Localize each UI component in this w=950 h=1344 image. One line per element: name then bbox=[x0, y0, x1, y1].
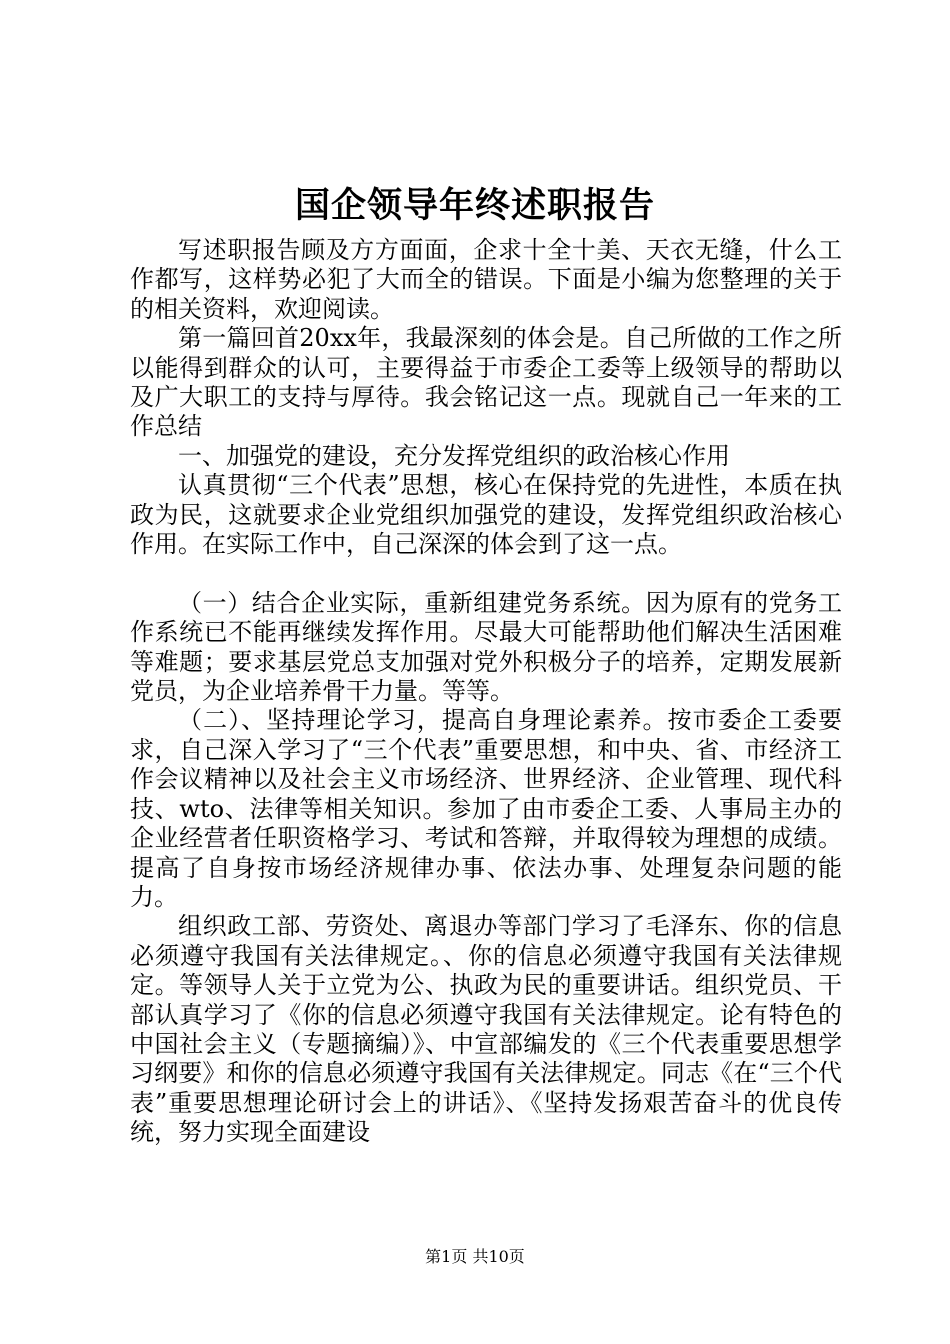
body-paragraph: （一）结合企业实际，重新组建党务系统。因为原有的党务工作系统已不能再继续发挥作用。尽最大可能帮助他们解决生活困难等难题；要求基层党总支加强对党外积极分子的培养，定期发展新党员，为企业培养骨干力量。等等。 bbox=[130, 588, 842, 706]
body-paragraph: （二）、坚持理论学习，提高自身理论素养。按市委企工委要求，自己深入学习了“三个代表”重要思想，和中央、省、市经济工作会议精神以及社会主义市场经济、世界经济、企业管理、现代科技、wto、法律等相关知识。参加了由市委企工委、人事局主办的企业经营者任职资格学习、考试和答辩，并取得较为理想的成绩。提高了自身按市场经济规律办事、依法办事、处理复杂问题的能力。 bbox=[130, 706, 842, 911]
body-paragraph: 写述职报告顾及方方面面，企求十全十美、天衣无缝，什么工作都写，这样势必犯了大而全的错误。下面是小编为您整理的关于的相关资料，欢迎阅读。 bbox=[130, 236, 842, 323]
document-body bbox=[130, 236, 842, 1148]
body-paragraph: 认真贯彻“三个代表”思想，核心在保持党的先进性，本质在执政为民，这就要求企业党组织加强党的建设，发挥党组织政治核心作用。在实际工作中，自己深深的体会到了这一点。 bbox=[130, 471, 842, 559]
page-number-footer: 第1页 共10页 bbox=[425, 1247, 525, 1266]
paragraph-gap bbox=[130, 559, 842, 588]
body-paragraph: 第一篇回首20xx年，我最深刻的体会是。自己所做的工作之所以能得到群众的认可，主要得益于市委企工委等上级领导的帮助以及广大职工的支持与厚待。我会铭记这一点。现就自己一年来的工作总结 bbox=[130, 324, 842, 441]
page-title: 国企领导年终述职报告 bbox=[294, 185, 655, 226]
body-paragraph: 组织政工部、劳资处、离退办等部门学习了毛泽东、你的信息必须遵守我国有关法律规定。、你的信息必须遵守我国有关法律规定。等领导人关于立党为公、执政为民的重要讲话。组织党员、干部认真学习了《你的信息必须遵守我国有关法律规定。论有特色的中国社会主义（专题摘编）》、中宣部编发的《三个代表重要思想学习纲要》和你的信息必须遵守我国有关法律规定。同志《在“三个代表”重要思想理论研讨会上的讲话》、《坚持发扬艰苦奋斗的优良传统，努力实现全面建设 bbox=[130, 912, 842, 1147]
section-heading: 一、加强党的建设，充分发挥党组织的政治核心作用 bbox=[178, 441, 730, 470]
